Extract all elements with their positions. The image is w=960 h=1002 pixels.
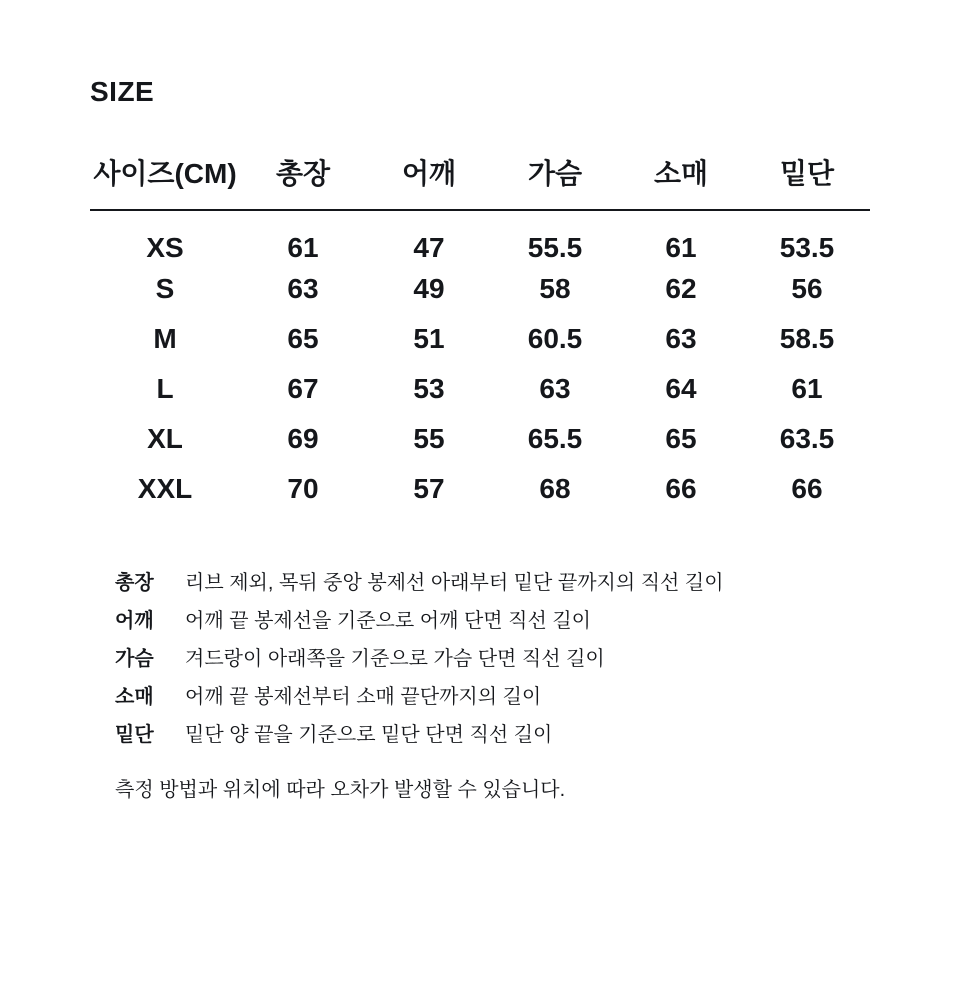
cell-value: 58.5 <box>779 323 835 354</box>
cell-value: 57 <box>413 473 445 504</box>
size-guide-section <box>0 75 960 809</box>
guide-term: 소매 <box>115 686 154 708</box>
cell-value: 53.5 <box>779 232 835 263</box>
cell-value: 63 <box>287 273 319 304</box>
table-row <box>90 210 870 264</box>
cell-value: 63.5 <box>779 423 835 454</box>
size-label: M <box>153 323 177 354</box>
measurement-guide <box>115 564 960 754</box>
cell-value: 61 <box>665 232 697 263</box>
cell-value: 51 <box>413 323 445 354</box>
guide-term: 총장 <box>115 572 154 594</box>
size-label: S <box>155 273 175 304</box>
cell-value: 55.5 <box>527 232 583 263</box>
cell-value: 68 <box>539 473 571 504</box>
cell-value: 55 <box>413 423 445 454</box>
column-header-size-cm: 사이즈(CM) <box>90 157 240 210</box>
cell-value: 60.5 <box>527 323 583 354</box>
cell-value: 49 <box>413 273 445 304</box>
column-header-shoulder: 어깨 <box>366 157 492 210</box>
cell-value: 70 <box>287 473 319 504</box>
guide-row-hem <box>115 716 960 754</box>
cell-value: 65.5 <box>527 423 583 454</box>
size-table <box>90 157 870 514</box>
guide-row-chest <box>115 640 960 678</box>
guide-description: 어깨 끝 봉제선을 기준으로 어깨 단면 직선 길이 <box>185 610 591 632</box>
cell-value: 65 <box>665 423 697 454</box>
cell-value: 63 <box>665 323 697 354</box>
cell-value: 69 <box>287 423 319 454</box>
cell-value: 63 <box>539 373 571 404</box>
table-header-row <box>90 157 870 210</box>
guide-row-shoulder <box>115 602 960 640</box>
guide-row-total-length <box>115 564 960 602</box>
cell-value: 65 <box>287 323 319 354</box>
size-label: XL <box>147 423 183 454</box>
column-header-total-length: 총장 <box>240 157 366 210</box>
guide-description: 리브 제외, 목뒤 중앙 봉제선 아래부터 밑단 끝까지의 직선 길이 <box>185 572 724 594</box>
cell-value: 66 <box>665 473 697 504</box>
cell-value: 61 <box>287 232 319 263</box>
size-label: XXL <box>137 473 193 504</box>
guide-term: 밑단 <box>115 724 154 746</box>
cell-value: 58 <box>539 273 571 304</box>
table-row <box>90 364 870 414</box>
table-row <box>90 314 870 364</box>
size-label: XS <box>146 232 184 263</box>
cell-value: 53 <box>413 373 445 404</box>
guide-description: 밑단 양 끝을 기준으로 밑단 단면 직선 길이 <box>185 724 553 746</box>
column-header-sleeve: 소매 <box>618 157 744 210</box>
cell-value: 67 <box>287 373 319 404</box>
cell-value: 66 <box>791 473 823 504</box>
guide-description: 어깨 끝 봉제선부터 소매 끝단까지의 길이 <box>185 686 542 708</box>
table-row <box>90 414 870 464</box>
cell-value: 64 <box>665 373 697 404</box>
page-title: SIZE <box>90 76 155 107</box>
cell-value: 62 <box>665 273 697 304</box>
guide-term: 어깨 <box>115 610 154 632</box>
table-row <box>90 264 870 314</box>
measurement-note: 측정 방법과 위치에 따라 오차가 발생할 수 있습니다. <box>115 779 566 801</box>
guide-description: 겨드랑이 아래쪽을 기준으로 가슴 단면 직선 길이 <box>185 648 605 670</box>
size-label: L <box>156 373 174 404</box>
guide-row-sleeve <box>115 678 960 716</box>
cell-value: 56 <box>791 273 823 304</box>
column-header-chest: 가슴 <box>492 157 618 210</box>
table-row <box>90 464 870 514</box>
cell-value: 61 <box>791 373 823 404</box>
cell-value: 47 <box>413 232 445 263</box>
column-header-hem: 밑단 <box>744 157 870 210</box>
guide-term: 가슴 <box>115 648 154 670</box>
